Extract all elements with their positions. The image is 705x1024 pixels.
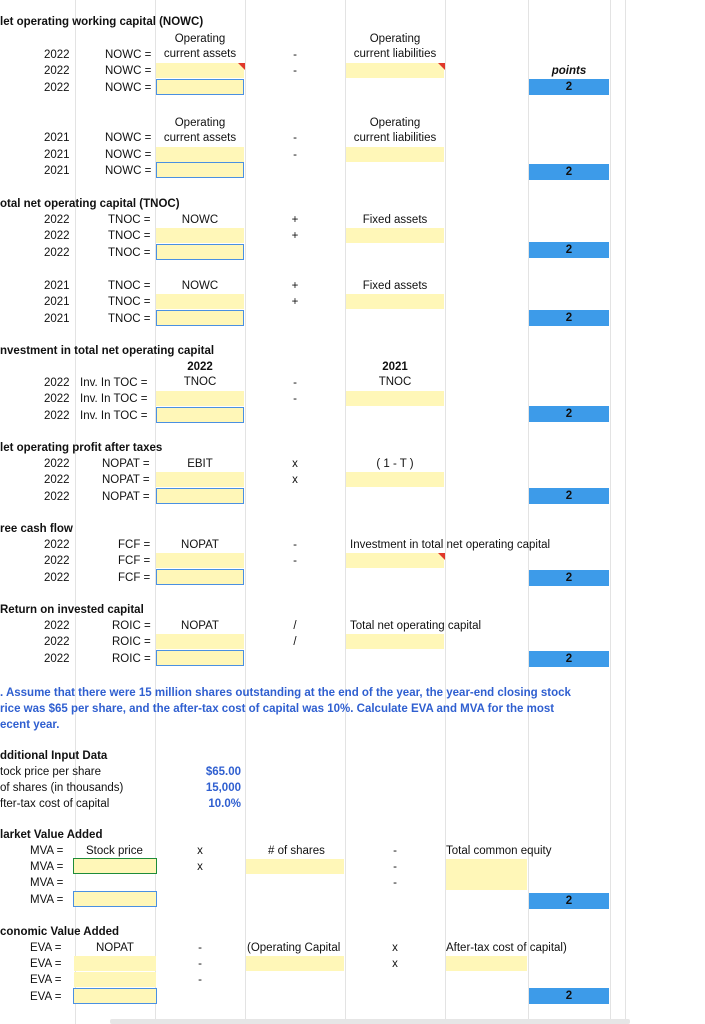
roic-eq-label: ROIC =	[112, 653, 151, 665]
fcf-op: -	[293, 555, 297, 567]
tnoc-year: 2022	[44, 214, 70, 226]
eva-eq-label: EVA =	[30, 958, 62, 970]
nopat-h1: EBIT	[187, 458, 213, 470]
fcf-op: -	[293, 539, 297, 551]
mva-op2: -	[393, 845, 397, 857]
roic-year: 2022	[44, 653, 70, 665]
mva-op1: x	[197, 845, 203, 857]
mva-eq-label: MVA =	[30, 894, 64, 906]
fcf-result-input[interactable]	[156, 569, 244, 585]
points-cell: 2	[529, 310, 609, 326]
comment-flag-icon	[438, 553, 445, 560]
roic-op: /	[293, 620, 297, 632]
tnoc-op: +	[291, 214, 299, 226]
nowc-h2-top: Operating	[369, 117, 421, 129]
mva-op2: -	[393, 861, 397, 873]
inv-year: 2022	[44, 377, 70, 389]
nopat-year: 2022	[44, 491, 70, 503]
nowc-eq-label: NOWC =	[105, 49, 152, 61]
points-header: points	[551, 65, 587, 77]
question-line: rice was $65 per share, and the after-tax cost of capital was 10%. Calculate EVA and MVA for the most	[0, 703, 555, 715]
input-value: 15,000	[205, 782, 241, 794]
nowc-year: 2022	[44, 65, 70, 77]
comment-flag-icon	[238, 63, 245, 70]
points-cell: 2	[529, 406, 609, 422]
nowc-h1-bottom: current assets	[163, 132, 237, 144]
nowc-op: -	[293, 132, 297, 144]
nowc-op: -	[293, 65, 297, 77]
fcf-year: 2022	[44, 572, 70, 584]
inv-h2-top: 2021	[382, 361, 408, 373]
eva-capital-input[interactable]	[246, 956, 344, 971]
roic-h1: NOPAT	[181, 620, 219, 632]
nowc-h1-bottom: current assets	[163, 48, 237, 60]
tnoc-year: 2021	[44, 313, 70, 325]
inv-h1-top: 2022	[187, 361, 213, 373]
points-cell: 2	[529, 242, 609, 258]
tnoc-title: otal net operating capital (TNOC)	[0, 198, 180, 210]
input-value: $65.00	[205, 766, 241, 778]
roic-nopat-input[interactable]	[156, 634, 244, 649]
eva-nopat-input[interactable]	[74, 956, 156, 971]
nowc-2021-current-liabilities-input[interactable]	[346, 147, 444, 162]
mva-shares-input[interactable]	[246, 859, 344, 874]
nowc-title: let operating working capital (NOWC)	[0, 16, 204, 28]
eva-h2: (Operating Capital	[247, 942, 341, 954]
fcf-h1: NOPAT	[181, 539, 219, 551]
tnoc-nowc-input[interactable]	[156, 228, 244, 243]
question-line: ecent year.	[0, 719, 60, 731]
inv-eq-label: Inv. In TOC =	[80, 377, 148, 389]
roic-eq-label: ROIC =	[112, 636, 151, 648]
eva-h1: NOPAT	[96, 942, 134, 954]
tnoc-op: +	[291, 230, 299, 242]
fcf-nopat-input[interactable]	[156, 553, 244, 568]
roic-toc-input[interactable]	[346, 634, 444, 649]
fcf-year: 2022	[44, 555, 70, 567]
nopat-year: 2022	[44, 458, 70, 470]
roic-h2: Total net operating capital	[350, 620, 482, 632]
inv-2022-tnoc-input[interactable]	[156, 391, 244, 406]
eva-op2: x	[392, 942, 398, 954]
inv-year: 2022	[44, 393, 70, 405]
points-cell: 2	[529, 988, 609, 1004]
nowc-year: 2022	[44, 82, 70, 94]
eva-eq-label: EVA =	[30, 942, 62, 954]
tnoc-year: 2022	[44, 230, 70, 242]
nowc-h2-bottom: current liabilities	[353, 132, 437, 144]
inv-result-input[interactable]	[156, 407, 244, 423]
tnoc-op: +	[291, 280, 299, 292]
input-value: 10.0%	[208, 798, 241, 810]
mva-result-input[interactable]	[73, 891, 157, 907]
fcf-title: ree cash flow	[0, 523, 73, 535]
grid-line	[625, 0, 626, 1024]
mva-op1: x	[197, 861, 203, 873]
input-label: fter-tax cost of capital	[0, 798, 110, 810]
nowc-current-assets-input[interactable]	[156, 63, 244, 78]
points-cell: 2	[529, 164, 609, 180]
nowc-eq-label: NOWC =	[105, 165, 152, 177]
nowc-eq-label: NOWC =	[105, 65, 152, 77]
tnoc-eq-label: TNOC =	[108, 214, 151, 226]
horizontal-scrollbar[interactable]	[110, 1019, 630, 1024]
input-label: tock price per share	[0, 766, 101, 778]
nowc-h1-top: Operating	[174, 117, 226, 129]
fcf-h2: Investment in total net operating capital	[350, 539, 551, 551]
nopat-result-input[interactable]	[156, 488, 244, 504]
mva-eq-label: MVA =	[30, 877, 64, 889]
points-cell: 2	[529, 570, 609, 586]
inv-title: nvestment in total net operating capital	[0, 345, 215, 357]
points-cell: 2	[529, 651, 609, 667]
nopat-eq-label: NOPAT =	[102, 491, 150, 503]
nowc-2021-current-assets-input[interactable]	[156, 147, 244, 162]
nowc-h2-top: Operating	[369, 33, 421, 45]
fcf-eq-label: FCF =	[118, 539, 151, 551]
nowc-eq-label: NOWC =	[105, 149, 152, 161]
eva-op2: x	[392, 958, 398, 970]
nowc-2022-result-input[interactable]	[156, 79, 244, 95]
eva-op1: -	[198, 942, 202, 954]
nowc-2021-result-input[interactable]	[156, 162, 244, 178]
nopat-eq-label: NOPAT =	[102, 458, 150, 470]
fcf-eq-label: FCF =	[118, 555, 151, 567]
tnoc-eq-label: TNOC =	[108, 230, 151, 242]
inv-op: -	[293, 393, 297, 405]
eva-title: conomic Value Added	[0, 926, 120, 938]
inv-year: 2022	[44, 410, 70, 422]
nowc-year: 2021	[44, 132, 70, 144]
inv-h1-bottom: TNOC	[183, 376, 217, 388]
tnoc-2021-fixed-assets-input[interactable]	[346, 294, 444, 309]
roic-eq-label: ROIC =	[112, 620, 151, 632]
tnoc-year: 2022	[44, 247, 70, 259]
inputs-title: dditional Input Data	[0, 750, 108, 762]
tnoc-2022-result-input[interactable]	[156, 244, 244, 260]
tnoc-eq-label: TNOC =	[108, 247, 151, 259]
mva-eq-label: MVA =	[30, 845, 64, 857]
inv-h2-bottom: TNOC	[378, 376, 412, 388]
grid-line	[610, 0, 611, 1024]
nowc-year: 2022	[44, 49, 70, 61]
mva-title: larket Value Added	[0, 829, 103, 841]
fcf-year: 2022	[44, 539, 70, 551]
nowc-op: -	[293, 49, 297, 61]
inv-eq-label: Inv. In TOC =	[80, 410, 148, 422]
points-cell: 2	[529, 79, 609, 95]
nowc-year: 2021	[44, 165, 70, 177]
eva-nopat-input[interactable]	[74, 972, 156, 987]
nowc-op: -	[293, 149, 297, 161]
mva-h2: # of shares	[268, 845, 325, 857]
points-cell: 2	[529, 488, 609, 504]
mva-h3: Total common equity	[446, 845, 552, 857]
tnoc-eq-label: TNOC =	[108, 296, 151, 308]
mva-eq-label: MVA =	[30, 861, 64, 873]
nopat-eq-label: NOPAT =	[102, 474, 150, 486]
nopat-h2: ( 1 - T )	[376, 458, 414, 470]
eva-op1: -	[198, 958, 202, 970]
nopat-op: x	[292, 458, 298, 470]
tnoc-h1: NOWC	[181, 214, 219, 226]
nowc-current-liabilities-input[interactable]	[346, 63, 444, 78]
inv-2021-tnoc-input[interactable]	[346, 391, 444, 406]
nopat-op: x	[292, 474, 298, 486]
points-cell: 2	[529, 893, 609, 909]
nowc-eq-label: NOWC =	[105, 132, 152, 144]
nopat-year: 2022	[44, 474, 70, 486]
eva-eq-label: EVA =	[30, 991, 62, 1003]
nowc-h1-top: Operating	[174, 33, 226, 45]
tnoc-eq-label: TNOC =	[108, 280, 151, 292]
input-label: of shares (in thousands)	[0, 782, 124, 794]
roic-result-input[interactable]	[156, 650, 244, 666]
fcf-investment-input[interactable]	[346, 553, 444, 568]
comment-flag-icon	[438, 63, 445, 70]
tnoc-op: +	[291, 296, 299, 308]
nowc-eq-label: NOWC =	[105, 82, 152, 94]
eva-h3: After-tax cost of capital)	[446, 942, 567, 954]
eva-op1: -	[198, 974, 202, 986]
tnoc-h2: Fixed assets	[362, 280, 428, 292]
eva-wacc-input[interactable]	[446, 956, 527, 971]
tnoc-year: 2021	[44, 296, 70, 308]
roic-op: /	[293, 636, 297, 648]
tnoc-fixed-assets-input[interactable]	[346, 228, 444, 243]
inv-op: -	[293, 377, 297, 389]
mva-equity-input[interactable]	[446, 859, 527, 890]
eva-eq-label: EVA =	[30, 974, 62, 986]
tnoc-year: 2021	[44, 280, 70, 292]
mva-h1: Stock price	[86, 845, 143, 857]
nopat-ebit-input[interactable]	[156, 472, 244, 487]
nowc-h2-bottom: current liabilities	[353, 48, 437, 60]
nopat-tax-input[interactable]	[346, 472, 444, 487]
tnoc-h2: Fixed assets	[362, 214, 428, 226]
roic-year: 2022	[44, 636, 70, 648]
mva-op2: -	[393, 877, 397, 889]
inv-eq-label: Inv. In TOC =	[80, 393, 148, 405]
tnoc-2021-nowc-input[interactable]	[156, 294, 244, 309]
roic-year: 2022	[44, 620, 70, 632]
nowc-year: 2021	[44, 149, 70, 161]
fcf-eq-label: FCF =	[118, 572, 151, 584]
question-line: . Assume that there were 15 million shares outstanding at the end of the year, the year-end closing stock	[0, 687, 571, 699]
grid-line	[528, 0, 529, 1024]
tnoc-eq-label: TNOC =	[108, 313, 151, 325]
mva-stock-price-input[interactable]	[73, 858, 157, 874]
tnoc-2021-result-input[interactable]	[156, 310, 244, 326]
eva-result-input[interactable]	[73, 988, 157, 1004]
tnoc-h1: NOWC	[181, 280, 219, 292]
roic-title: Return on invested capital	[0, 604, 144, 616]
nopat-title: let operating profit after taxes	[0, 442, 163, 454]
